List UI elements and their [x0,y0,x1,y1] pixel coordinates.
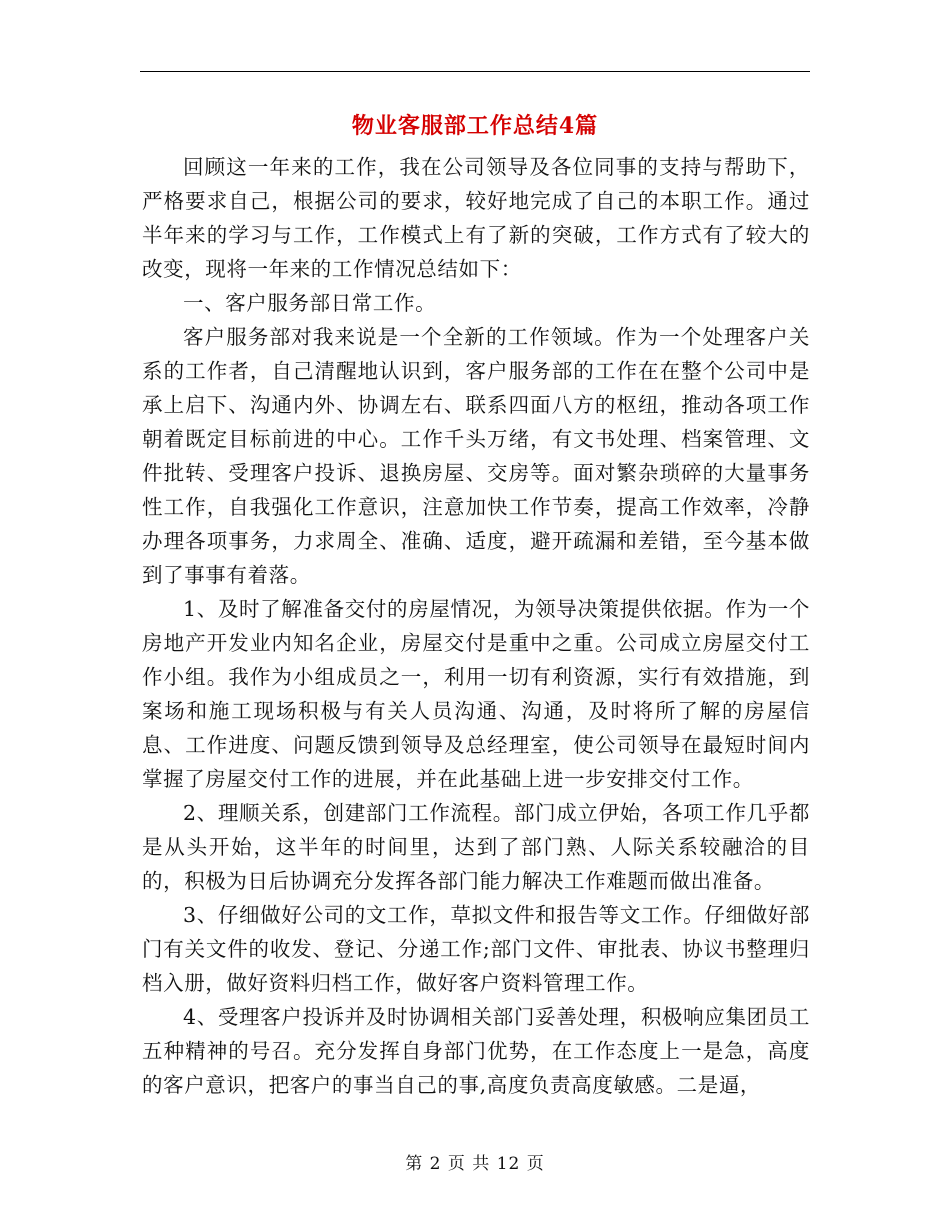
document-body [142,150,810,1102]
section-heading: 一、客户服务部日常工作。 [183,291,437,315]
paragraph-item-4: 4、受理客户投诉并及时协调相关部门妥善处理，积极响应集团员工五种精神的号召。充分发挥自身部门优势，在工作态度上一是急，高度的客户意识，把客户的事当自己的事,高度负责高度敏感。二是逼， [142,1005,810,1097]
paragraph-item-3: 3、仔细做好公司的文工作，草拟文件和报告等文工作。仔细做好部门有关文件的收发、登记、分递工作;部门文件、审批表、协议书整理归档入册，做好资料归档工作，做好客户资料管理工作。 [142,903,810,995]
footer-suffix: 页 [526,1154,545,1174]
paragraph-overview: 客户服务部对我来说是一个全新的工作领域。作为一个处理客户关系的工作者，自己清醒地认识到，客户服务部的工作在在整个公司中是承上启下、沟通内外、协调左右、联系四面八方的枢纽，推动各项工作朝着既定目标前进的中心。工作千头万绪，有文书处理、档案管理、文件批转、受理客户投诉、退换房屋、交房等。面对繁杂琐碎的大量事务性工作，自我强化工作意识，注意加快工作节奏，提高工作效率，冷静办理各项事务，力求周全、准确、适度，避开疏漏和差错，至今基本做到了事事有着落。 [142,325,810,587]
footer-prefix: 第 [405,1154,424,1174]
document-title: 物业客服部工作总结4篇 [351,113,599,139]
paragraph-intro: 回顾这一年来的工作，我在公司领导及各位同事的支持与帮助下，严格要求自己，根据公司的要求，较好地完成了自己的本职工作。通过半年来的学习与工作，工作模式上有了新的突破，工作方式有了较大的改变，现将一年来的工作情况总结如下： [142,155,810,281]
footer-mid: 页 共 [447,1154,491,1174]
paragraph-item-1: 1、及时了解准备交付的房屋情况，为领导决策提供依据。作为一个房地产开发业内知名企业，房屋交付是重中之重。公司成立房屋交付工作小组。我作为小组成员之一，利用一切有利资源，实行有效措施，到案场和施工现场积极与有关人员沟通、沟通，及时将所了解的房屋信息、工作进度、问题反馈到领导及总经理室，使公司领导在最短时间内掌握了房屋交付工作的进展，并在此基础上进一步安排交付工作。 [142,597,810,791]
footer-total-pages: 12 [496,1154,521,1174]
paragraph-item-2: 2、理顺关系，创建部门工作流程。部门成立伊始，各项工作几乎都是从头开始，这半年的时间里，达到了部门熟、人际关系较融洽的目的，积极为日后协调充分发挥各部门能力解决工作难题而做出准备。 [142,801,810,893]
page-footer [0,1152,950,1176]
footer-current-page: 2 [429,1154,442,1174]
header-rule [140,71,810,72]
